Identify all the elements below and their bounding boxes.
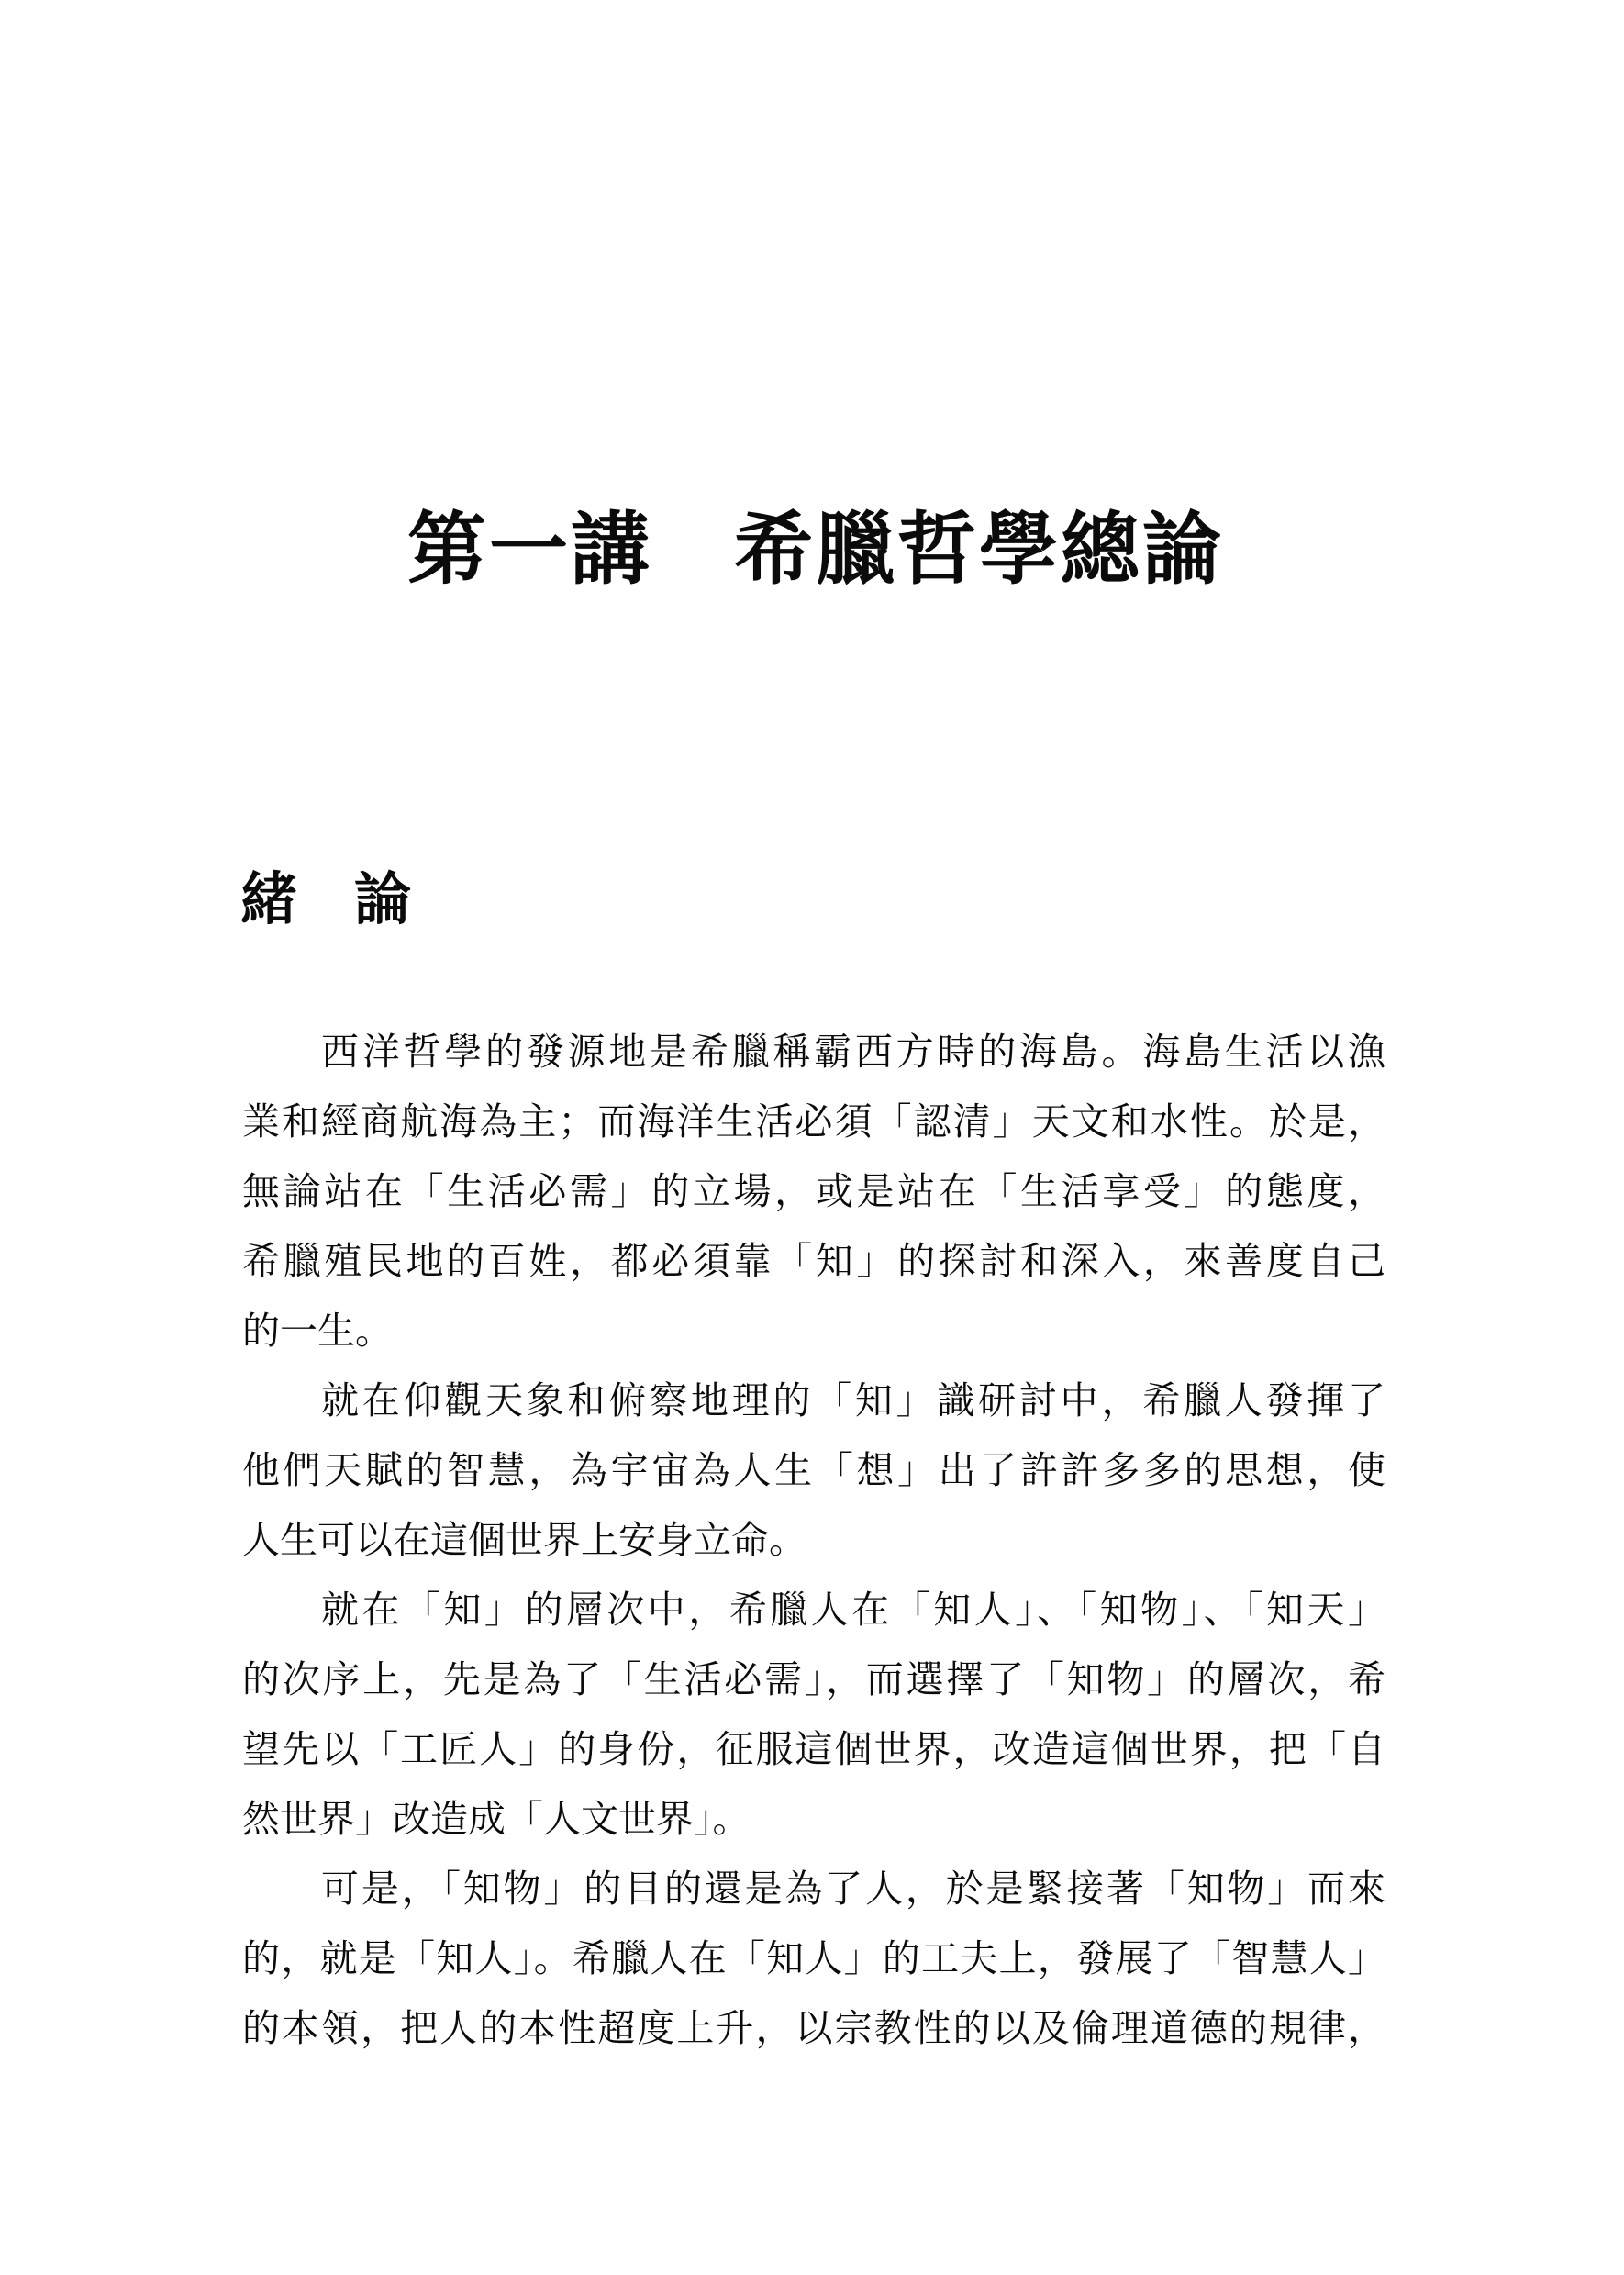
text-line: 人生可以在這個世界上安身立命。 bbox=[242, 1519, 806, 1561]
chapter-title: 第一講 希臘哲學總論 bbox=[407, 506, 1224, 594]
text-line: 業和經商航海為主；而海洋生活必須「認清」天文和水性。於是， bbox=[242, 1100, 1385, 1143]
text-line: 的本領，把人的本性超度上升，以宗教性的以及倫理道德的規律， bbox=[242, 2007, 1385, 2049]
text-line: 的，就是「知人」。希臘人在「知人」的工夫上，發展了「智慧人」 bbox=[242, 1937, 1385, 1979]
text-line: 他們天賦的智慧，為宇宙為人生「想」出了許許多多的思想，使 bbox=[242, 1449, 1385, 1491]
text-line: 望先以「工匠人」的身份，征服這個世界，改造這個世界，把「自 bbox=[242, 1728, 1385, 1770]
text-line: 西洋哲學的發源地是希臘稱霸西方時的海島。海島生活以漁 bbox=[321, 1031, 1385, 1073]
text-line: 的次序上，先是為了「生活必需」，而選擇了「知物」的層次，希 bbox=[242, 1658, 1385, 1701]
text-line: 希臘殖民地的百姓，都必須靠「知」的探討和深入，來善度自己 bbox=[242, 1240, 1385, 1282]
text-line: 的一生。 bbox=[242, 1310, 393, 1352]
text-line: 就在仰觀天象和俯察地理的「知」識研討中，希臘人發揮了 bbox=[321, 1379, 1385, 1422]
text-line: 可是，「知物」的目的還是為了人，於是緊接著「知物」而來 bbox=[321, 1868, 1385, 1910]
text-line: 就在「知」的層次中，希臘人在「知人」、「知物」、「知天」 bbox=[321, 1589, 1385, 1631]
text-line: 然世界」改造成「人文世界」。 bbox=[242, 1798, 751, 1840]
text-line: 無論站在「生活必需」的立場，或是站在「生活享受」的態度， bbox=[242, 1170, 1385, 1212]
section-heading: 緒 論 bbox=[240, 869, 412, 931]
body-text bbox=[242, 1017, 1385, 2063]
